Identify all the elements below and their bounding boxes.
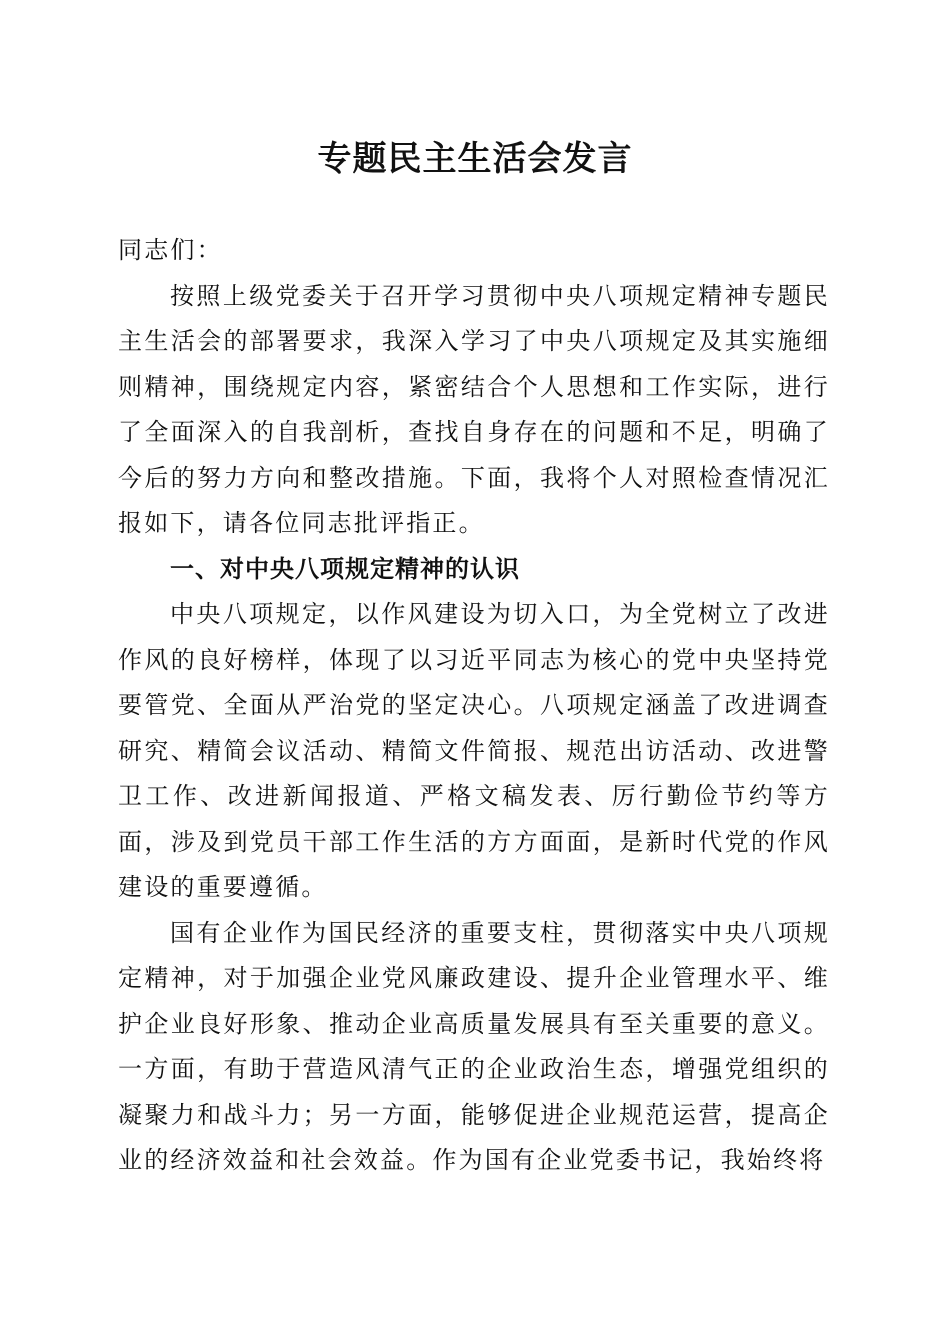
section-heading-1: 一、对中央八项规定精神的认识	[170, 554, 520, 583]
document-body	[118, 228, 830, 1184]
salutation: 同志们：	[118, 236, 223, 264]
body-paragraph: 国有企业作为国民经济的重要支柱，贯彻落实中央八项规定精神，对于加强企业党风廉政建设、提升企业管理水平、维护企业良好形象、推动企业高质量发展具有至关重要的意义。一方面，有助于营造风清气正的企业政治生态，增强党组织的凝聚力和战斗力；另一方面，能够促进企业规范运营，提高企业的经济效益和社会效益。作为国有企业党委书记，我始终将	[118, 918, 830, 1174]
intro-paragraph: 按照上级党委关于召开学习贯彻中央八项规定精神专题民主生活会的部署要求，我深入学习了中央八项规定及其实施细则精神，围绕规定内容，紧密结合个人思想和工作实际，进行了全面深入的自我剖析，查找自身存在的问题和不足，明确了今后的努力方向和整改措施。下面，我将个人对照检查情况汇报如下，请各位同志批评指正。	[118, 281, 830, 537]
document-title: 专题民主生活会发言	[317, 139, 633, 179]
body-paragraph: 中央八项规定，以作风建设为切入口，为全党树立了改进作风的良好榜样，体现了以习近平同志为核心的党中央坚持党要管党、全面从严治党的坚定决心。八项规定涵盖了改进调查研究、精简会议活动、精简文件简报、规范出访活动、改进警卫工作、改进新闻报道、严格文稿发表、厉行勤俭节约等方面，涉及到党员干部工作生活的方方面面，是新时代党的作风建设的重要遵循。	[118, 600, 830, 901]
